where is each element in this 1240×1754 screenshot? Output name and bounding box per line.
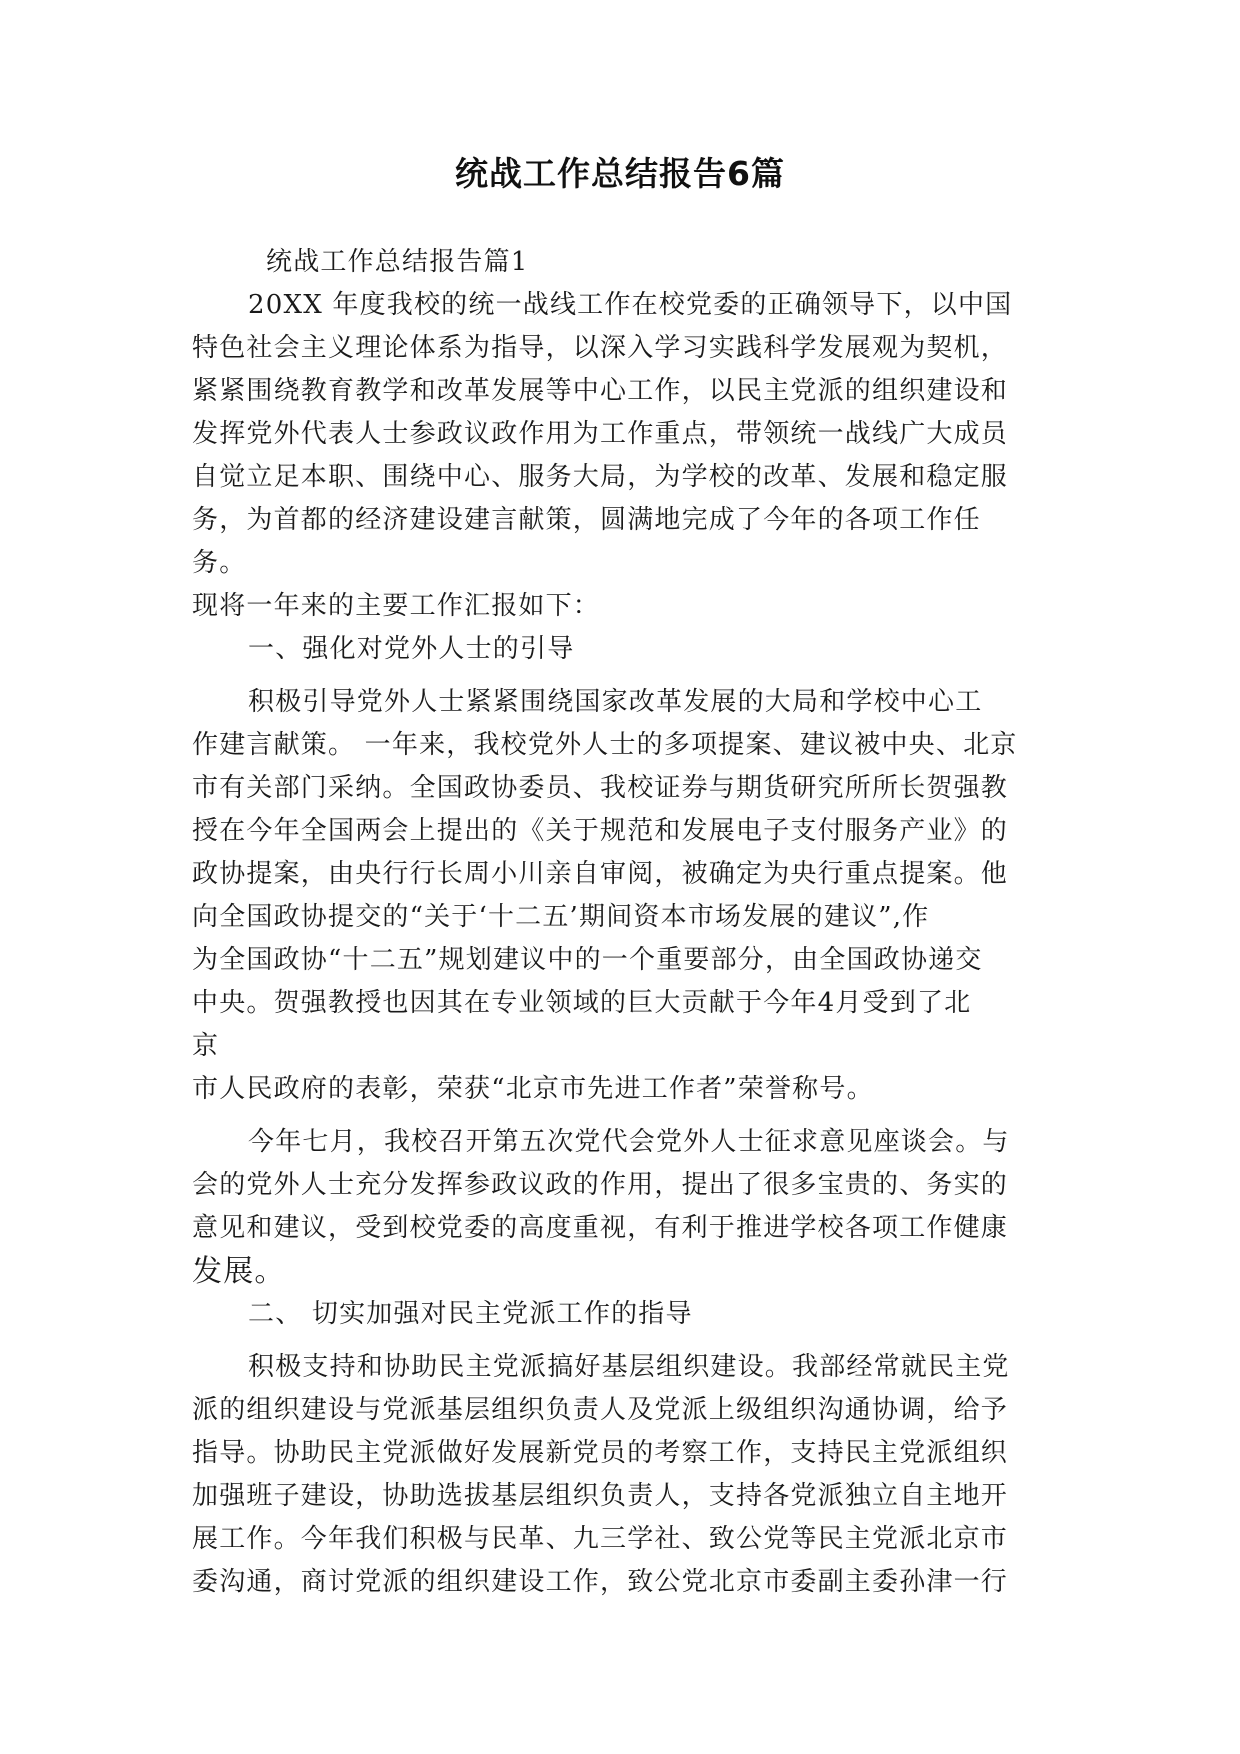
document-body (192, 241, 1052, 1604)
text-line: 特色社会主义理论体系为指导，以深入学习实践科学发展观为契机， (192, 333, 1009, 363)
text-line: 20XX 年度我校的统一战线工作在校党委的正确领导下，以中国 (248, 290, 1013, 320)
text-line: 发展。 (192, 1254, 286, 1289)
text-line: 中央。贺强教授也因其在专业领域的巨大贡献于今年4月受到了北 (192, 988, 972, 1018)
text-line: 作建言献策。 一年来，我校党外人士的多项提案、建议被中央、北京 (192, 730, 1018, 760)
text-line: 紧紧围绕教育教学和改革发展等中心工作，以民主党派的组织建设和 (192, 376, 1009, 406)
document-title: 统战工作总结报告6篇 (455, 154, 785, 193)
text-line: 市有关部门采纳。全国政协委员、我校证券与期货研究所所长贺强教 (192, 773, 1009, 803)
text-line: 今年七月，我校召开第五次党代会党外人士征求意见座谈会。与 (248, 1127, 1010, 1157)
text-line: 现将一年来的主要工作汇报如下： (192, 591, 601, 621)
text-line: 向全国政协提交的“关于‘十二五’期间资本市场发展的建议”,作 (192, 902, 930, 932)
text-line: 授在今年全国两会上提出的《关于规范和发展电子支付服务产业》的 (192, 816, 1009, 846)
text-line: 意见和建议，受到校党委的高度重视，有利于推进学校各项工作健康 (192, 1213, 1009, 1243)
text-line: 京 (192, 1031, 220, 1061)
text-line: 派的组织建设与党派基层组织负责人及党派上级组织沟通协调，给予 (192, 1395, 1009, 1425)
text-line: 市人民政府的表彰，荣获“北京市先进工作者”荣誉称号。 (192, 1074, 874, 1104)
text-line: 加强班子建设，协助选拔基层组织负责人，支持各党派独立自主地开 (192, 1481, 1009, 1511)
text-line: 积极引导党外人士紧紧围绕国家改革发展的大局和学校中心工 (248, 687, 983, 717)
text-line: 为全国政协“十二五”规划建议中的一个重要部分，由全国政协递交 (192, 945, 983, 975)
text-line: 委沟通，商讨党派的组织建设工作，致公党北京市委副主委孙津一行 (192, 1567, 1009, 1597)
text-line: 务。 (192, 548, 247, 578)
text-line: 一、强化对党外人士的引导 (248, 634, 575, 664)
text-line: 统战工作总结报告篇1 (266, 247, 529, 277)
text-line: 发挥党外代表人士参政议政作用为工作重点，带领统一战线广大成员 (192, 419, 1009, 449)
text-line: 会的党外人士充分发挥参政议政的作用，提出了很多宝贵的、务实的 (192, 1170, 1009, 1200)
text-line: 政协提案，由央行行长周小川亲自审阅，被确定为央行重点提案。他 (192, 859, 1009, 889)
text-line: 二、 切实加强对民主党派工作的指导 (248, 1299, 693, 1329)
text-line: 积极支持和协助民主党派搞好基层组织建设。我部经常就民主党 (248, 1352, 1010, 1382)
text-line: 务，为首都的经济建设建言献策，圆满地完成了今年的各项工作任 (192, 505, 981, 535)
text-line: 自觉立足本职、围绕中心、服务大局，为学校的改革、发展和稳定服 (192, 462, 1009, 492)
text-line: 展工作。今年我们积极与民革、九三学社、致公党等民主党派北京市 (192, 1524, 1009, 1554)
text-line: 指导。协助民主党派做好发展新党员的考察工作，支持民主党派组织 (192, 1438, 1009, 1468)
